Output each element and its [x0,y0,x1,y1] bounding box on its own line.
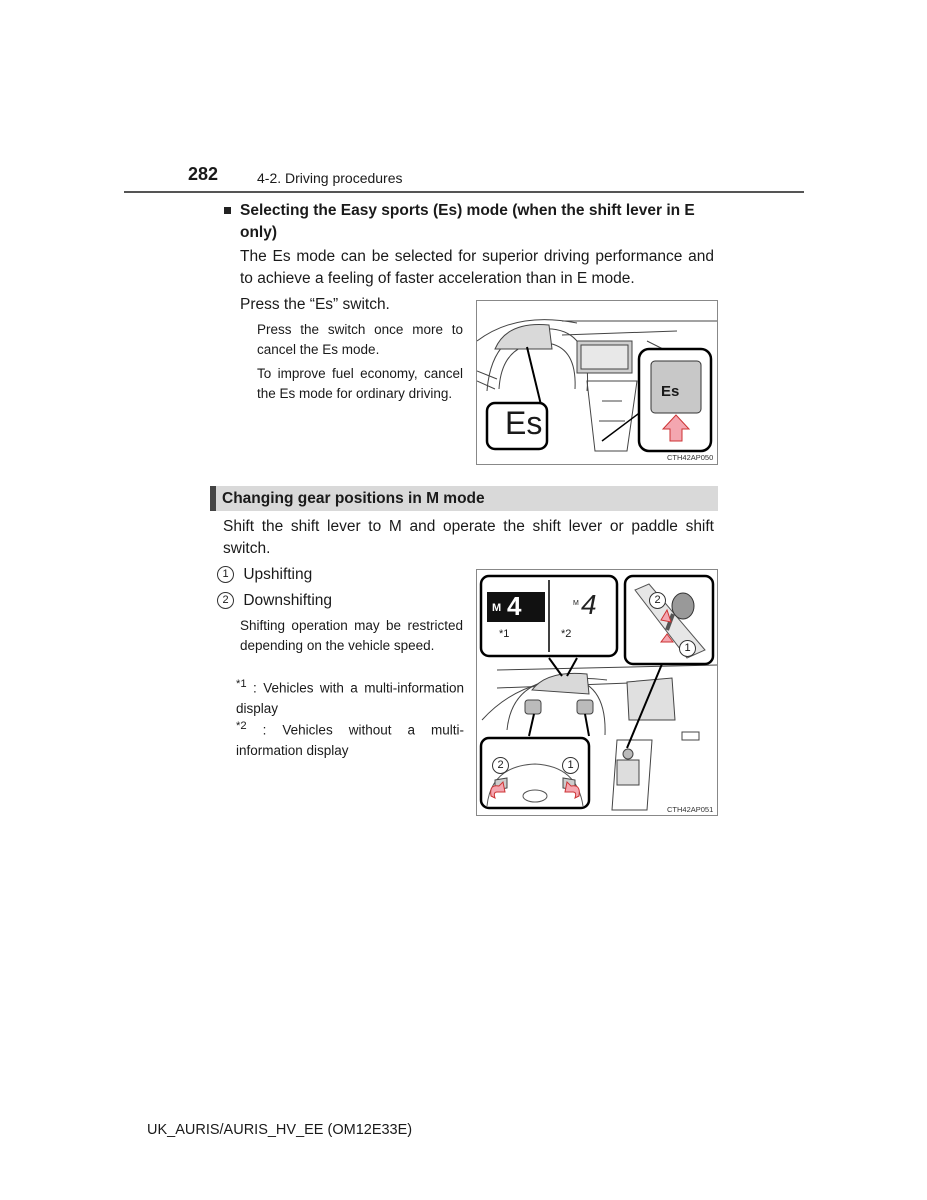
es-note-economy: To improve fuel economy, cancel the Es mode for ordinary driving. [257,366,463,401]
figure-code: CTH42AP050 [667,453,714,462]
section-intro: The Es mode can be selected for superior driving performance and to achieve a feeling of faster acceleration than in E mode. [240,248,714,287]
list-item-downshift [217,592,332,610]
paddle-callout-2: 2 [492,757,509,774]
m-mode-intro: Shift the shift lever to M and operate the shift lever or paddle shift switch. [223,518,714,557]
es-note-cancel: Press the switch once more to cancel the Es mode. [257,322,463,357]
m-mode-figure [476,569,718,816]
es-indicator-label: Es [505,405,543,441]
display2-mark: *2 [561,628,572,640]
header-rule [124,191,804,193]
figure-code: CTH42AP051 [667,805,714,814]
lever-callout-1: 1 [679,640,696,657]
footnote-1 [236,674,464,719]
section-heading [210,486,718,511]
footnote-mark: *1 [236,678,247,690]
list-item-upshift [217,566,312,584]
list-item-label: Upshifting [243,566,313,583]
es-switch-label: Es [661,383,680,400]
footnote-2 [236,716,464,761]
chapter-title: 4-2. Driving procedures [257,170,403,186]
display1-gear: 4 [507,591,522,621]
display1-mark: *1 [499,628,510,640]
callout-number: 1 [217,566,234,583]
heading-text: Changing gear positions in M mode [222,490,485,507]
section-bullet-icon [224,207,231,214]
display2-gear: 4 [581,589,597,620]
page-number: 282 [188,164,219,184]
paddle-callout-1: 1 [562,757,579,774]
footnote-text: : Vehicles with a multi-information display [236,680,464,716]
shifting-note: Shifting operation may be restricted depending on the vehicle speed. [240,618,463,653]
es-switch-figure [476,300,718,465]
display2-mode: M [573,600,579,607]
lever-callout-2: 2 [649,592,666,609]
section-title: Selecting the Easy sports (Es) mode (when the shift lever in E only) [240,202,695,241]
footnote-mark: *2 [236,720,247,732]
document-id: UK_AURIS/AURIS_HV_EE (OM12E33E) [147,1122,413,1138]
callout-number: 2 [217,592,234,609]
footnote-text: : Vehicles without a multi-information display [236,722,464,758]
display1-mode: M [492,602,502,614]
es-instruction: Press the “Es” switch. [240,296,390,313]
list-item-label: Downshifting [243,592,333,609]
heading-bar [210,486,216,511]
